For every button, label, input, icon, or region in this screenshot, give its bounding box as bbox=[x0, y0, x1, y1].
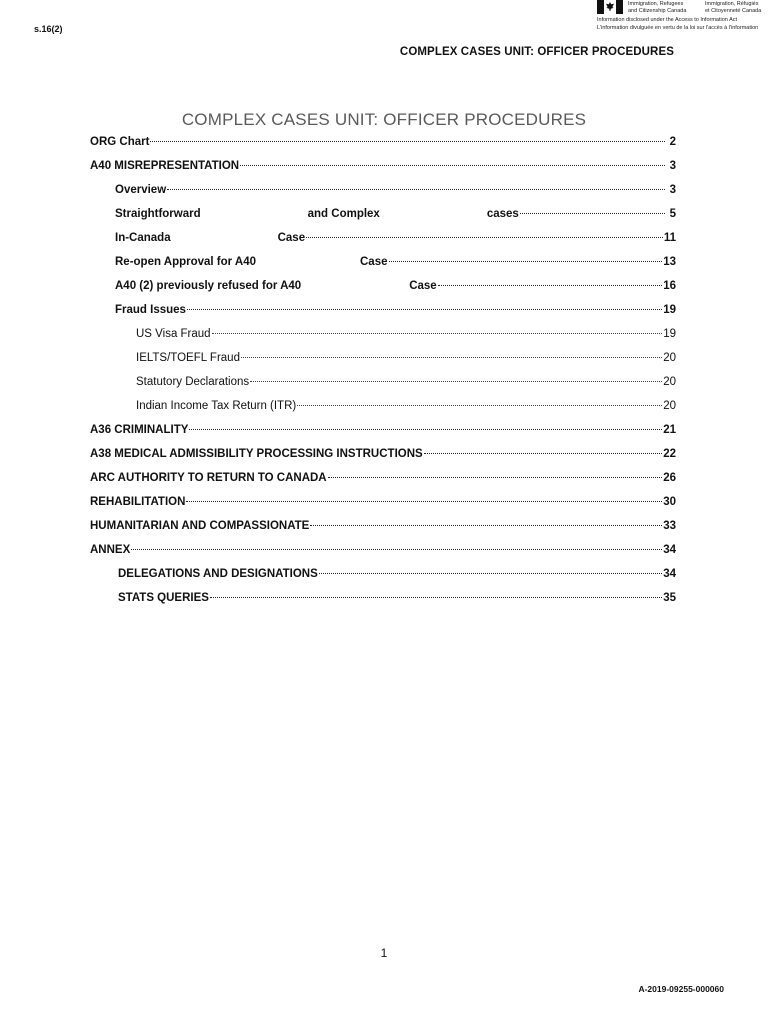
toc-entry-indian-income-tax-return[interactable]: Indian Income Tax Return (ITR) 20 bbox=[136, 400, 676, 412]
toc-entry-a38-medical[interactable]: A38 MEDICAL ADMISSIBILITY PROCESSING INSTRUCTIONS 22 bbox=[90, 448, 676, 460]
running-header: COMPLEX CASES UNIT: OFFICER PROCEDURES bbox=[399, 46, 674, 58]
department-name-en: Immigration, Refugees and Citizenship Canada bbox=[628, 1, 687, 14]
toc-entry-org-chart[interactable]: ORG Chart 2 bbox=[90, 136, 676, 148]
toc-entry-reopen-approval[interactable]: Re-open Approval for A40 Case 13 bbox=[115, 256, 676, 268]
toc-entry-ielts-toefl-fraud[interactable]: IELTS/TOEFL Fraud 20 bbox=[136, 352, 676, 364]
document-title: COMPLEX CASES UNIT: OFFICER PROCEDURES bbox=[181, 110, 587, 129]
toc-entry-a40-2-previously-refused[interactable]: A40 (2) previously refused for A40 Case 16 bbox=[115, 280, 676, 292]
department-name-fr: Immigration, Réfugiés et Citoyenneté Canada bbox=[705, 1, 762, 14]
toc-entry-delegations[interactable]: DELEGATIONS AND DESIGNATIONS 34 bbox=[118, 568, 676, 580]
toc-entry-overview[interactable]: Overview 3 bbox=[115, 184, 676, 196]
toc-entry-humanitarian[interactable]: HUMANITARIAN AND COMPASSIONATE 33 bbox=[90, 520, 676, 532]
toc-entry-annex[interactable]: ANNEX 34 bbox=[90, 544, 676, 556]
toc-entry-straightforward-complex[interactable]: Straightforward and Complex cases 5 bbox=[115, 208, 676, 220]
exemption-stamp: s.16(2) bbox=[34, 24, 63, 34]
toc-entry-rehabilitation[interactable]: REHABILITATION 30 bbox=[90, 496, 676, 508]
toc-entry-fraud-issues[interactable]: Fraud Issues 19 bbox=[115, 304, 676, 316]
toc-entry-in-canada-case[interactable]: In-Canada Case 11 bbox=[115, 232, 676, 244]
toc-entry-arc[interactable]: ARC AUTHORITY TO RETURN TO CANADA 26 bbox=[90, 472, 676, 484]
toc-entry-statutory-declarations[interactable]: Statutory Declarations 20 bbox=[136, 376, 676, 388]
disclosure-notice: Information disclosed under the Access to Information Act L'information divulguée en vertu de la loi sur l'accès à l'information bbox=[597, 17, 759, 31]
toc-entry-a40-misrepresentation[interactable]: A40 MISREPRESENTATION 3 bbox=[90, 160, 676, 172]
document-reference-number: A-2019-09255-000060 bbox=[638, 984, 724, 994]
toc-entry-us-visa-fraud[interactable]: US Visa Fraud 19 bbox=[136, 328, 676, 340]
toc-entry-stats-queries[interactable]: STATS QUERIES 35 bbox=[118, 592, 676, 604]
page-number: 1 bbox=[380, 946, 388, 960]
toc-entry-a36-criminality[interactable]: A36 CRIMINALITY 21 bbox=[90, 424, 676, 436]
canada-flag-icon bbox=[597, 0, 623, 14]
